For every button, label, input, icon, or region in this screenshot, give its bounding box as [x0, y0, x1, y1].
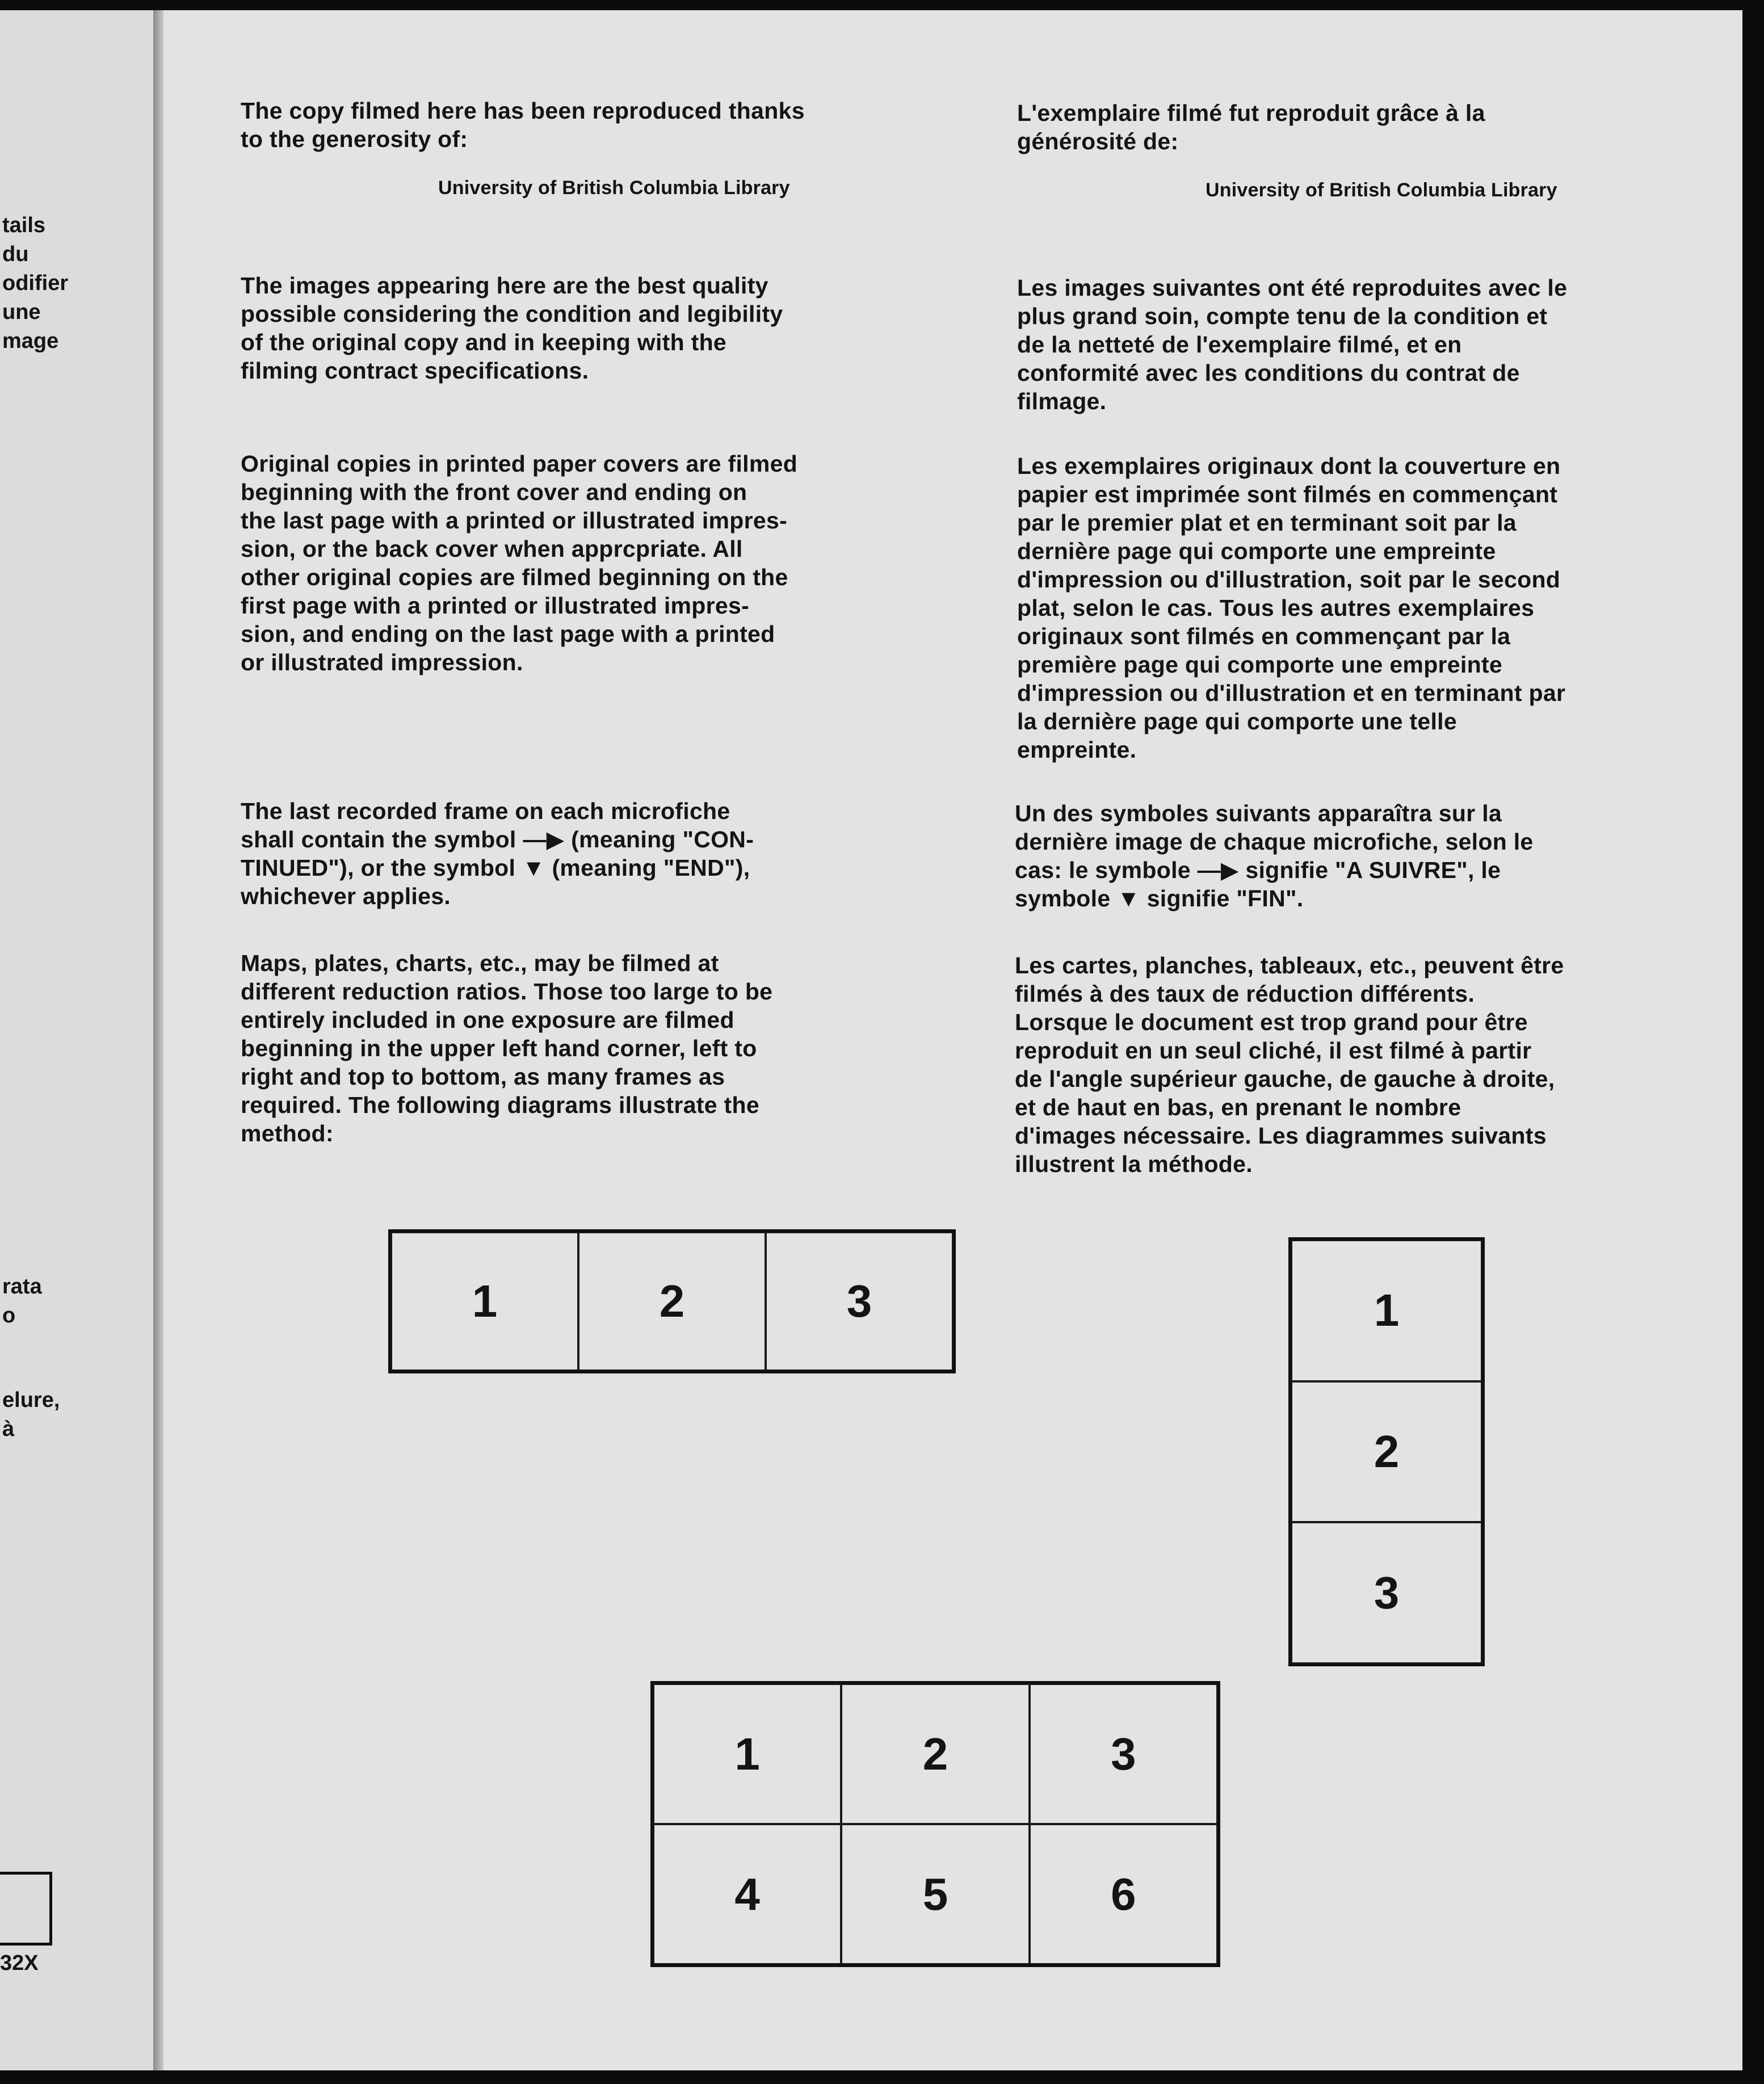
previous-page-box — [0, 1872, 52, 1946]
french-symbols-paragraph: Un des symboles suivants apparaîtra sur la dernière image de chaque microfiche, selon le cas: le symbole —▶ signifie "A SUIVRE", le symbole ▼ signifie "FIN". — [1015, 800, 1534, 911]
diagram-cell: 2 — [1291, 1381, 1482, 1523]
page-right-edge — [1742, 0, 1764, 2084]
left-fragment-block: tails du odifier une mage — [2, 213, 69, 353]
french-covers-paragraph: Les exemplaires originaux dont la couverture en papier est imprimée sont filmés en commençant par le premier plat et en terminant soit par la dernière page qui comporte une empreinte d'impression ou d'illustration, soit par le second plat, selon le cas. Tous les autres exemplaires originaux sont filmés en commençant par la première page qui comporte une empreinte d'impression ou d'illustration et en terminant par la dernière page qui comporte une telle empreinte. — [1017, 453, 1566, 763]
english-library-name: University of British Columbia Library — [438, 177, 790, 199]
english-acknowledgement: The copy filmed here has been reproduced thanks to the generosity of: — [241, 98, 805, 152]
diagram-cell: 1 — [1291, 1240, 1482, 1381]
french-maps-paragraph: Les cartes, planches, tableaux, etc., peuvent être filmés à des taux de réduction différents. Lorsque le document est trop grand pour être reproduit en un seul cliché, il est filmé à partir de l'angle supérieur gauche, de gauche à droite, et de haut en bas, en prenant le nombre d'images nécessaire. Les diagrammes suivants illustrent la méthode. — [1015, 952, 1564, 1177]
diagram-cell: 1 — [653, 1684, 841, 1824]
english-quality-paragraph: The images appearing here are the best quality possible considering the condition and legibility of the original copy and in keeping with the filming contract specifications. — [241, 272, 783, 384]
diagram-cell: 6 — [1030, 1824, 1217, 1964]
diagram-cell: 3 — [1030, 1684, 1217, 1824]
french-acknowledgement: L'exemplaire filmé fut reproduit grâce à la générosité de: — [1017, 100, 1485, 154]
diagram-cell: 3 — [766, 1232, 953, 1371]
diagram-cell: 2 — [841, 1684, 1029, 1824]
diagram-horizontal — [388, 1229, 956, 1373]
diagram-cell: 3 — [1291, 1522, 1482, 1663]
diagram-vertical — [1288, 1237, 1485, 1666]
diagram-cell: 5 — [841, 1824, 1029, 1964]
english-symbols-paragraph: The last recorded frame on each microfiche shall contain the symbol —▶ (meaning "CON- TINUED"), or the symbol ▼ (meaning "END"), whichever applies. — [241, 798, 754, 909]
diagram-grid-2x3 — [650, 1681, 1220, 1967]
english-maps-paragraph: Maps, plates, charts, etc., may be filmed at different reduction ratios. Those too large to be entirely included in one exposure are filmed beginning in the upper left hand corner, left to right and top to bottom, as many frames as required. The following diagrams illustrate the method: — [241, 950, 773, 1146]
left-fragment-label: 32X — [0, 1951, 39, 1975]
english-covers-paragraph: Original copies in printed paper covers are filmed beginning with the front cover and ending on the last page with a printed or illustrated impres- sion, or the back cover when apprcpriate. All other original copies are filmed beginning on the first page with a printed or illustrated impres- sion, and ending on the last page with a printed or illustrated impression. — [241, 451, 798, 675]
diagram-cell: 4 — [653, 1824, 841, 1964]
french-quality-paragraph: Les images suivantes ont été reproduites avec le plus grand soin, compte tenu de la condition et de la netteté de l'exemplaire filmé, et en conformité avec les conditions du contrat de filmage. — [1017, 275, 1568, 414]
left-fragment-block: elure, à — [2, 1388, 60, 1441]
french-library-name: University of British Columbia Library — [1206, 179, 1557, 201]
left-fragment-block: rata o — [2, 1275, 42, 1327]
page-gutter — [153, 10, 163, 2070]
diagram-cell: 1 — [391, 1232, 578, 1371]
diagram-cell: 2 — [578, 1232, 766, 1371]
